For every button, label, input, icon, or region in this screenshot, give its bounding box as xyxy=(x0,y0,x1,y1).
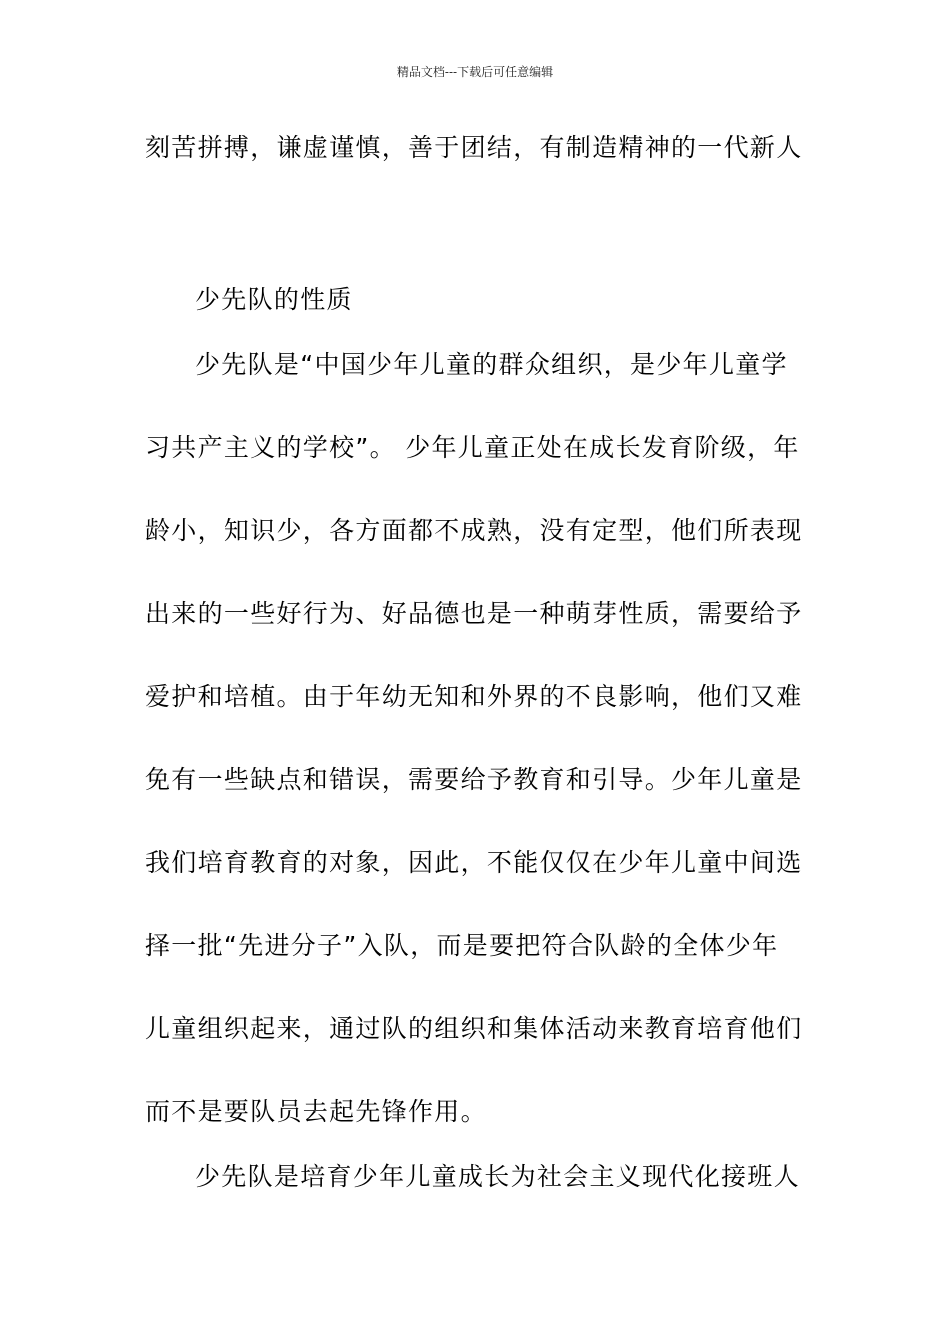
paragraph-line: 择一批“先进分子”入队，而是要把符合队龄的全体少年 xyxy=(145,931,779,960)
paragraph-line: 习共产主义的学校”。 少年儿童正处在成长发育阶级，年 xyxy=(145,433,800,462)
section-heading: 少先队的性质 xyxy=(195,285,353,314)
page-header: 精品文档---下载后可任意编辑 xyxy=(396,65,554,79)
paragraph-line: 免有一些缺点和错误，需要给予教育和引导。少年儿童是 xyxy=(145,765,803,794)
paragraph-line: 出来的一些好行为、好品德也是一种萌芽性质，需要给予 xyxy=(145,599,803,628)
paragraph-line: 儿童组织起来，通过队的组织和集体活动来教育培育他们 xyxy=(145,1014,803,1043)
paragraph-line: 爱护和培植。由于年幼无知和外界的不良影响，他们又难 xyxy=(145,682,803,711)
paragraph-line: 少先队是“中国少年儿童的群众组织，是少年儿童学 xyxy=(195,350,788,379)
paragraph-line: 我们培育教育的对象，因此，不能仅仅在少年儿童中间选 xyxy=(145,848,803,877)
paragraph-line: 而不是要队员去起先锋作用。 xyxy=(145,1097,487,1126)
paragraph-line: 少先队是培育少年儿童成长为社会主义现代化接班人 xyxy=(195,1162,800,1191)
paragraph-line: 龄小，知识少，各方面都不成熟，没有定型，他们所表现 xyxy=(145,516,803,545)
paragraph-line: 刻苦拼搏，谦虚谨慎，善于团结，有制造精神的一代新人 xyxy=(145,133,803,162)
